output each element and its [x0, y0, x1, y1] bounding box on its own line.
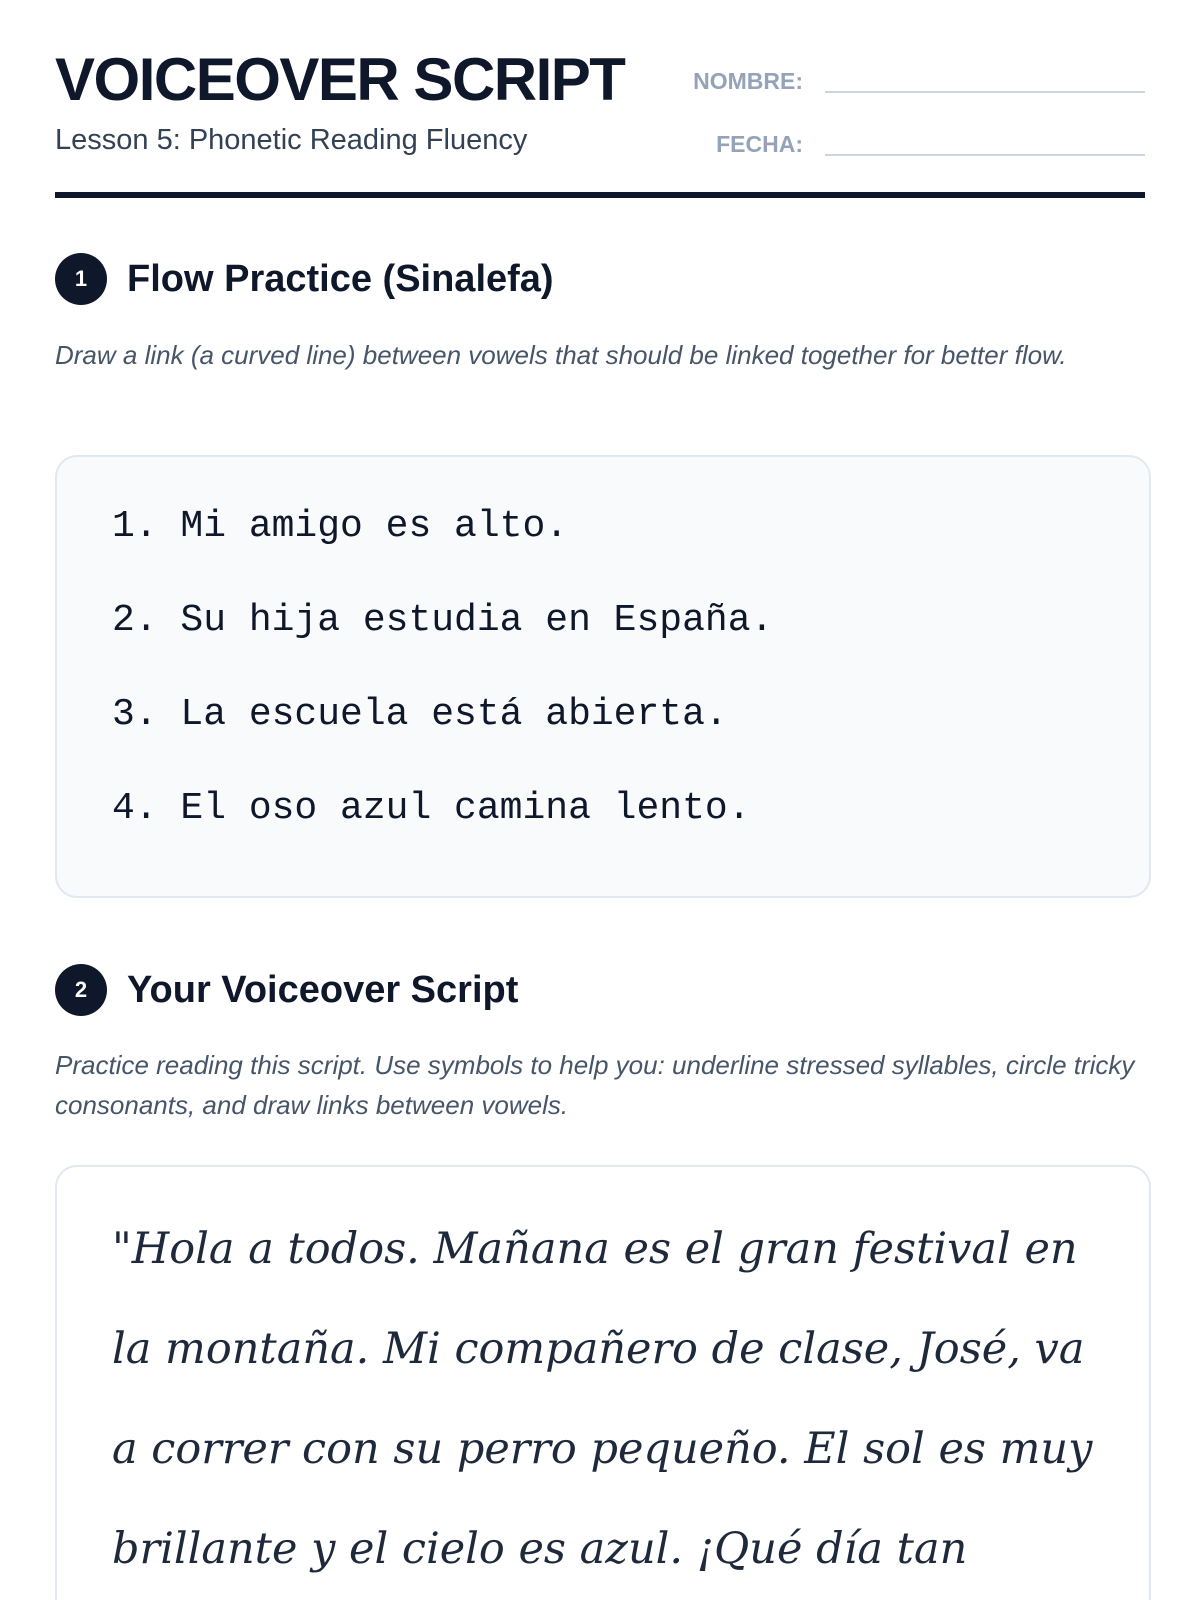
section-1-number-badge: 1 [55, 253, 107, 305]
name-field-line[interactable] [825, 90, 1145, 93]
section-1-instructions: Draw a link (a curved line) between vowels that should be linked together for better flow. [55, 340, 1067, 370]
worksheet-subtitle: Lesson 5: Phonetic Reading Fluency [55, 124, 528, 156]
practice-sentence: 2. Su hija estudia en España. [112, 599, 774, 642]
practice-sentence: 4. El oso azul camina lento. [112, 787, 751, 830]
section-1-heading [55, 253, 554, 305]
section-2-instructions: Practice reading this script. Use symbols to help you: underline stressed syllables, circle tricky consonants, and draw links between vowels. [55, 1050, 1135, 1120]
section-2-heading [55, 964, 518, 1016]
section-2-number-badge: 2 [55, 964, 107, 1016]
section-1-title: Flow Practice (Sinalefa) [127, 258, 554, 300]
name-field-label: NOMBRE: [693, 68, 803, 94]
section-2-title: Your Voiceover Script [127, 969, 519, 1011]
date-field [688, 133, 1145, 156]
voiceover-script-text: "Hola a todos. Mañana es el gran festival en la montaña. Mi compañero de clase, José, va a correr con su perro pequeño. El sol es muy brillante y el cielo es azul. ¡Qué día tan [112, 1224, 1093, 1574]
voiceover-script-box [55, 1165, 1151, 1600]
practice-sentences-box [55, 455, 1151, 898]
worksheet-title: VOICEOVER SCRIPT [55, 46, 625, 113]
header-divider [55, 192, 1145, 198]
date-field-label: FECHA: [716, 131, 803, 157]
practice-sentence: 1. Mi amigo es alto. [112, 505, 569, 548]
practice-sentence: 3. La escuela está abierta. [112, 693, 728, 736]
date-field-line[interactable] [825, 153, 1145, 156]
name-field [688, 70, 1145, 93]
worksheet-header [55, 0, 1145, 200]
